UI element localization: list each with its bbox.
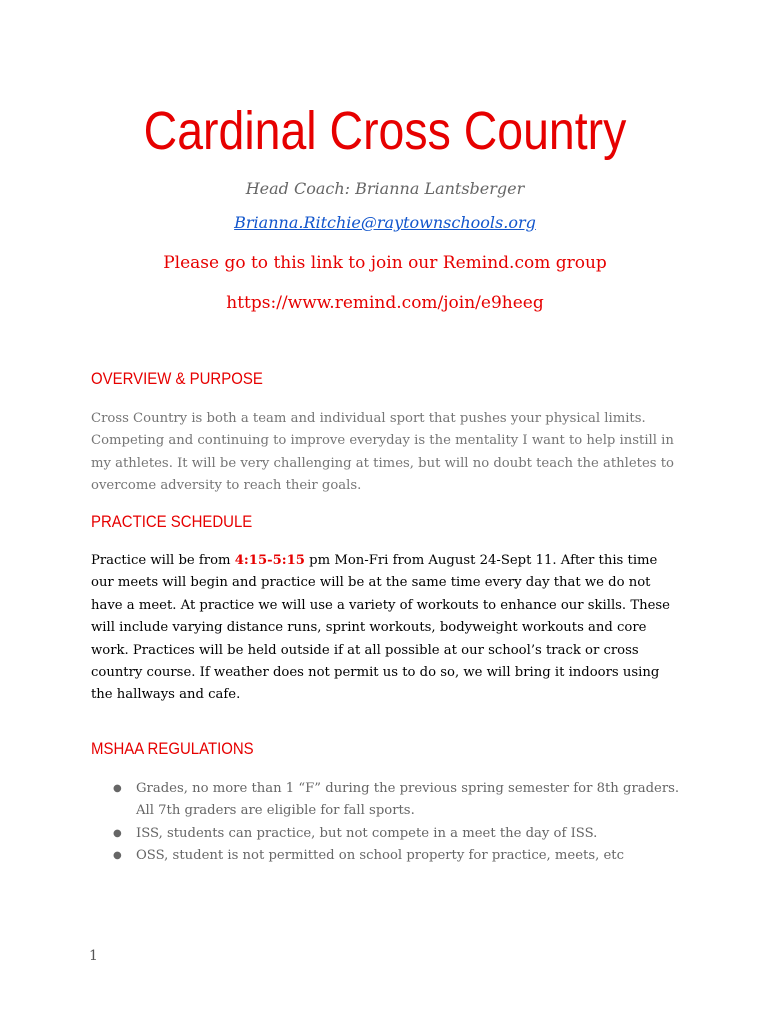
coach-email-link[interactable]: Brianna.Ritchie@raytownschools.org (234, 213, 536, 232)
list-item-text: Grades, no more than 1 “F” during the previous spring semester for 8th graders. All 7th graders are eligible for fall sports. (136, 781, 680, 819)
list-item (91, 845, 681, 867)
document-title: Cardinal Cross Country (143, 101, 627, 161)
head-coach: Head Coach: Brianna Lantsberger (245, 179, 525, 198)
practice-time: 4:15-5:15 (234, 553, 305, 568)
practice-intro: Practice will be from (91, 553, 235, 568)
bullet-icon: ● (113, 783, 122, 794)
list-item (91, 778, 681, 823)
list-item-text: OSS, student is not permitted on school property for practice, meets, etc (136, 848, 624, 864)
page-number: 1 (89, 948, 98, 964)
regulations-list (91, 778, 681, 868)
practice-body: pm Mon-Fri from August 24-Sept 11. After this time our meets will begin and practice will be at the same time every day that we do not have a meet. At practice we will use a variety of workouts to enhance our skills. These will include varying distance runs, sprint workouts, bodyweight workouts and core work. Practices will be held outside if at all possible at our school’s track or cross country course. If weather does not permit us to do so, we will bring it indoors using the hallways and cafe. (91, 553, 670, 703)
remind-instruction: Please go to this link to join our Remind.com group (163, 253, 607, 273)
practice-paragraph (91, 550, 681, 707)
practice-heading: PRACTICE SCHEDULE (91, 512, 253, 531)
overview-heading: OVERVIEW & PURPOSE (91, 369, 263, 388)
bullet-icon: ● (113, 827, 122, 839)
remind-link[interactable]: https://www.remind.com/join/e9heeg (226, 293, 544, 313)
list-item (91, 823, 681, 845)
coach-email (0, 213, 770, 232)
overview-paragraph: Cross Country is both a team and individual sport that pushes your physical limits. Competing and continuing to improve everyday is the mentality I want to help instill in my athletes. It will be very challenging at times, but will no doubt teach the athletes to overcome adversity to reach their goals. (91, 411, 674, 494)
regulations-heading: MSHAA REGULATIONS (91, 739, 254, 758)
list-item-text: ISS, students can practice, but not compete in a meet the day of ISS. (136, 825, 598, 841)
bullet-icon: ● (113, 850, 122, 862)
